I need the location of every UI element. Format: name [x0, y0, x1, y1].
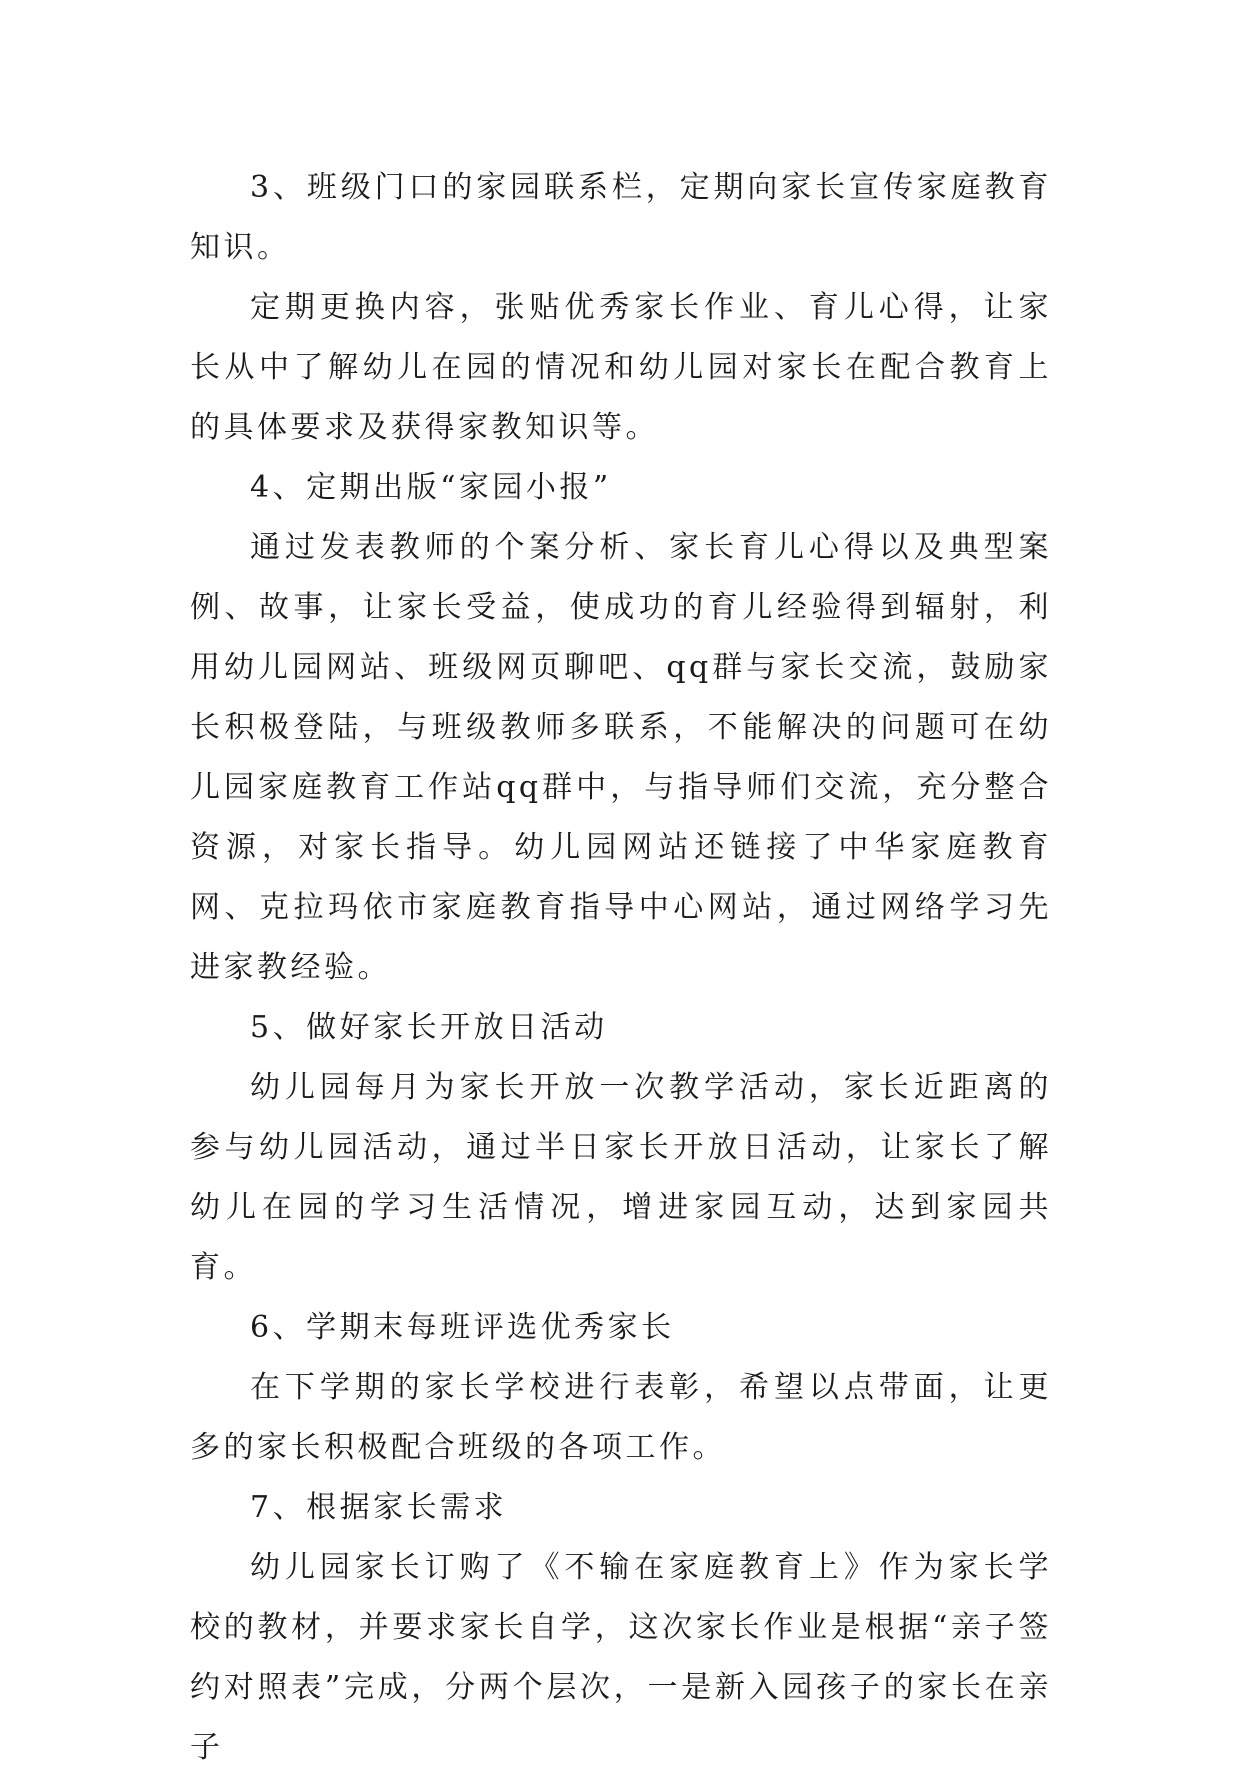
- paragraph: 幼儿园每月为家长开放一次教学活动，家长近距离的参与幼儿园活动，通过半日家长开放日活动，让家长了解幼儿在园的学习生活情况，增进家园互动，达到家园共育。: [190, 1070, 1052, 1285]
- heading-item-6: 6、学期末每班评选优秀家长: [250, 1310, 675, 1345]
- heading-item-4: 4、定期出版“家园小报”: [250, 470, 612, 505]
- heading-item-5: 5、做好家长开放日活动: [250, 1010, 608, 1045]
- document-body: [190, 158, 1052, 1778]
- heading-item-3: 3、班级门口的家园联系栏，定期向家长宣传家庭教育知识。: [190, 170, 1052, 265]
- paragraph: 幼儿园家长订购了《不输在家庭教育上》作为家长学校的教材，并要求家长自学，这次家长作业是根据“亲子签约对照表”完成，分两个层次，一是新入园孩子的家长在亲子: [190, 1550, 1052, 1765]
- paragraph: 通过发表教师的个案分析、家长育儿心得以及典型案例、故事，让家长受益，使成功的育儿经验得到辐射，利用幼儿园网站、班级网页聊吧、qq群与家长交流，鼓励家长积极登陆，与班级教师多联系，不能解决的问题可在幼儿园家庭教育工作站qq群中，与指导师们交流，充分整合资源，对家长指导。幼儿园网站还链接了中华家庭教育网、克拉玛依市家庭教育指导中心网站，通过网络学习先进家教经验。: [190, 530, 1052, 985]
- heading-item-7: 7、根据家长需求: [250, 1490, 508, 1525]
- paragraph: 在下学期的家长学校进行表彰，希望以点带面，让更多的家长积极配合班级的各项工作。: [190, 1370, 1052, 1465]
- paragraph: 定期更换内容，张贴优秀家长作业、育儿心得，让家长从中了解幼儿在园的情况和幼儿园对家长在配合教育上的具体要求及获得家教知识等。: [190, 290, 1052, 445]
